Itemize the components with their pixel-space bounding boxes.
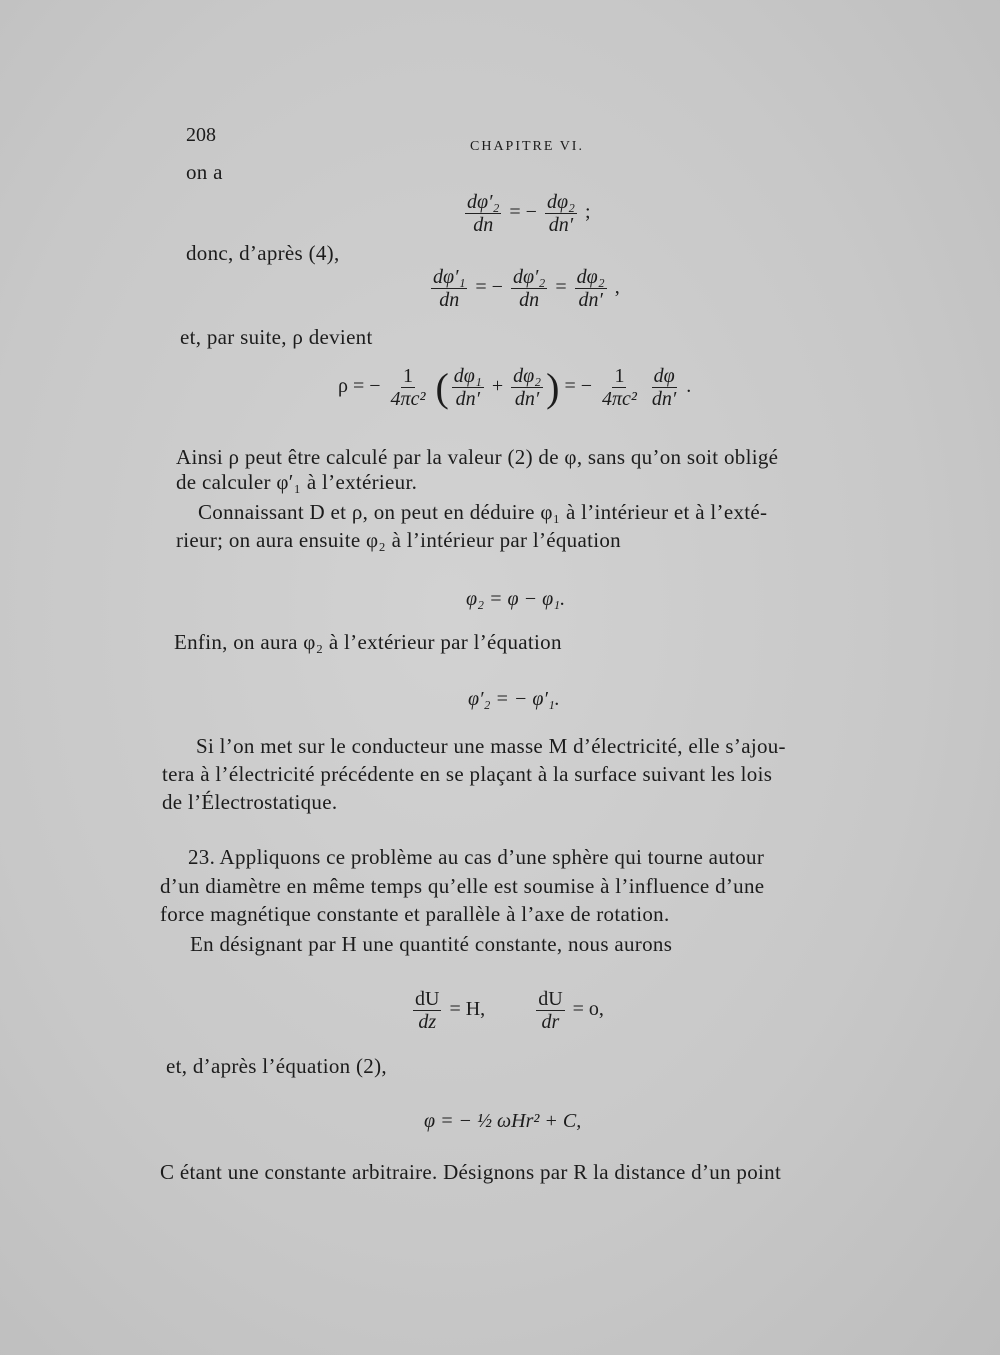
numerator: dφ₁ [453, 365, 482, 387]
numerator: dφ′₂ [467, 191, 500, 213]
fraction [452, 365, 484, 410]
fraction [465, 191, 501, 236]
text-line: En désignant par H une quantité constante, nous aurons [190, 932, 673, 956]
denominator: dn [473, 214, 494, 236]
left-paren: ( [435, 365, 449, 410]
fraction [511, 266, 547, 311]
numerator: dφ₂ [513, 365, 542, 387]
right-paren: ) [546, 365, 560, 410]
text-line: rieur; on aura ensuite φ₂ à l’intérieur par l’équation [176, 528, 621, 552]
numerator: dφ₂ [576, 266, 605, 288]
equation-7: φ = − ½ ωHr² + C, [424, 1110, 582, 1132]
equation-lhs: ρ = − [338, 375, 381, 398]
numerator: dφ′₂ [512, 266, 546, 288]
numerator: 1 [614, 365, 625, 387]
denominator: 4πc² [602, 388, 637, 410]
fraction [389, 365, 428, 410]
equation-4: φ₂ = φ − φ₁. [466, 588, 566, 610]
text-line: Connaissant D et ρ, on peut en déduire φ₁ à l’intérieur et à l’exté- [198, 500, 768, 524]
numerator: dφ [653, 365, 675, 387]
text-line: tera à l’électricité précédente en se plaçant à la surface suivant les lois [162, 762, 773, 786]
text-line: donc, d’après (4), [186, 241, 340, 265]
equation-5: φ′₂ = − φ′₁. [468, 688, 560, 710]
denominator: dn′ [514, 388, 540, 410]
numerator: dU [538, 988, 563, 1010]
punctuation: . [686, 375, 692, 398]
text-line: force magnétique constante et parallèle à l’axe de rotation. [160, 902, 670, 926]
operator: = − [564, 375, 593, 398]
text-line: d’un diamètre en même temps qu’elle est soumise à l’influence d’une [160, 874, 765, 898]
fraction [413, 988, 441, 1033]
text-line: et, d’après l’équation (2), [166, 1054, 387, 1078]
operator: = − [475, 276, 503, 299]
text-line: et, par suite, ρ devient [180, 325, 373, 349]
equation-1 [462, 191, 591, 236]
denominator: dn′ [548, 214, 574, 236]
numerator: 1 [403, 365, 413, 387]
fraction [575, 266, 607, 311]
fraction [536, 988, 564, 1033]
fraction [511, 365, 543, 410]
text-line: C étant une constante arbitraire. Désignons par R la distance d’un point [160, 1160, 782, 1184]
operator: = − [509, 201, 537, 224]
denominator: dz [418, 1011, 437, 1033]
fraction [650, 365, 678, 410]
punctuation: ; [585, 201, 591, 224]
section-23-line: 23. Appliquons ce problème au cas d’une sphère qui tourne autour [188, 845, 765, 869]
equation-2 [428, 266, 620, 311]
operator: = [555, 276, 567, 299]
equation-part: = o, [572, 998, 604, 1021]
denominator: dn′ [651, 388, 677, 410]
fraction [545, 191, 577, 236]
equation-3 [338, 364, 691, 411]
fraction [600, 365, 639, 410]
text-line: Si l’on met sur le conducteur une masse M d’électricité, elle s’ajou- [196, 734, 786, 758]
denominator: dn [439, 289, 460, 311]
text-line: de l’Électrostatique. [162, 790, 338, 814]
punctuation: , [614, 276, 620, 299]
denominator: 4πc² [390, 388, 426, 410]
numerator: dU [415, 988, 440, 1010]
fraction [431, 266, 467, 311]
denominator: dn [519, 289, 540, 311]
text-line: Ainsi ρ peut être calculé par la valeur (2) de φ, sans qu’on soit obligé [176, 445, 779, 469]
text-line: on a [186, 160, 223, 184]
numerator: dφ′₁ [433, 266, 466, 288]
numerator: dφ₂ [546, 191, 575, 213]
denominator: dr [541, 1011, 560, 1033]
running-header: CHAPITRE VI. [470, 139, 584, 154]
text-line: de calculer φ′₁ à l’extérieur. [176, 470, 418, 494]
text-line: Enfin, on aura φ₂ à l’extérieur par l’équation [174, 630, 562, 654]
equation-6 [410, 988, 604, 1033]
page-number: 208 [186, 124, 216, 146]
operator: + [491, 375, 504, 398]
denominator: dn′ [578, 289, 603, 311]
equation-part: = H, [449, 998, 486, 1021]
denominator: dn′ [455, 388, 480, 410]
